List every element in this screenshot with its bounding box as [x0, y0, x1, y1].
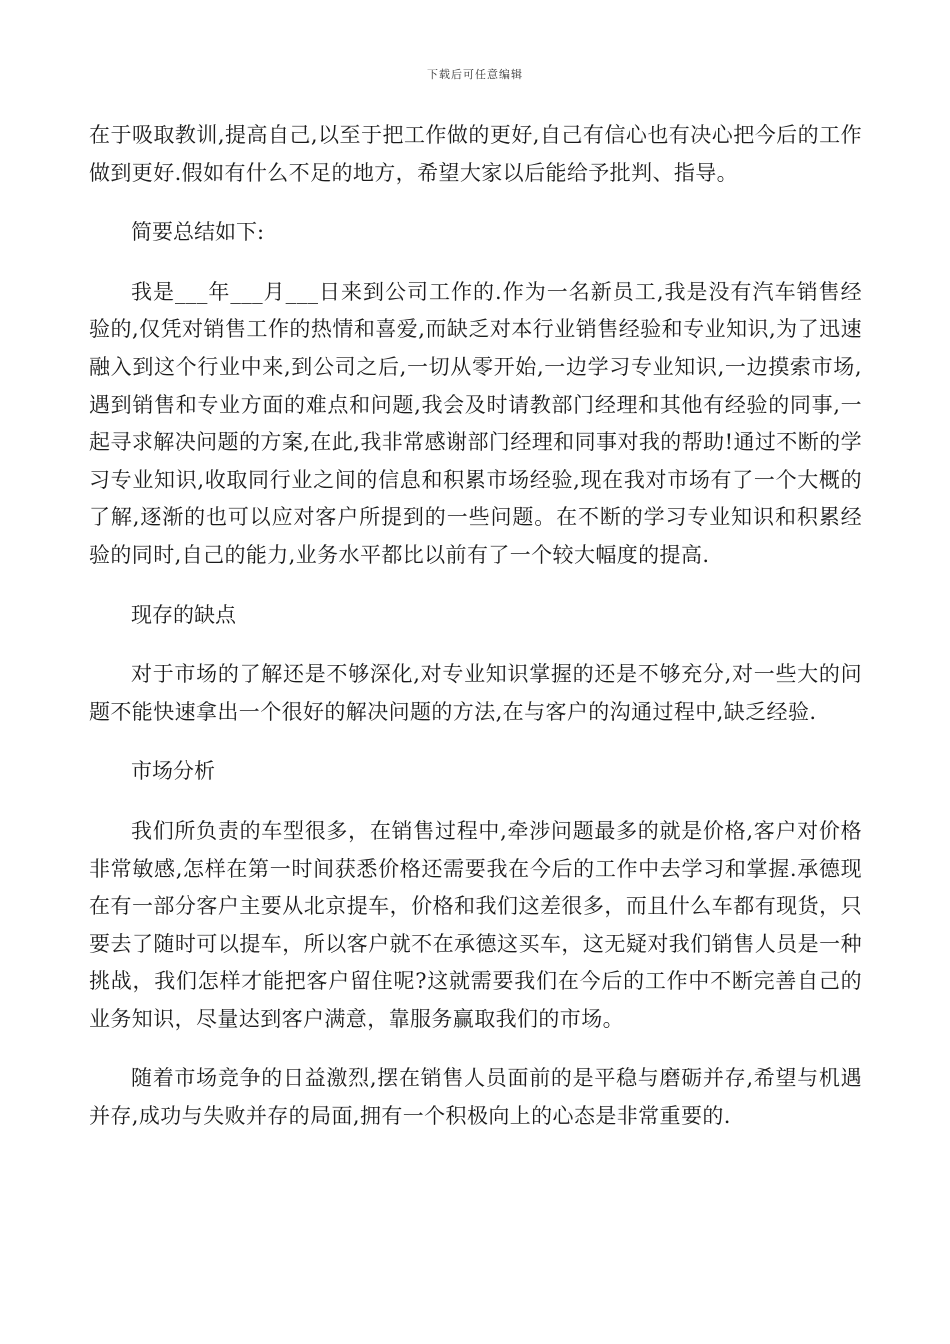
paragraph-intro: 在于吸取教训,提高自己,以至于把工作做的更好,自己有信心也有决心把今后的工作做到更好.假如有什么不足的地方，希望大家以后能给予批判、指导。 — [89, 123, 862, 185]
page-header: 下载后可任意编辑 — [427, 68, 523, 81]
paragraph-market-analysis: 我们所负责的车型很多，在销售过程中,牵涉问题最多的就是价格,客户对价格非常敏感,怎样在第一时间获悉价格还需要我在今后的工作中去学习和掌握.承德现在有一部分客户主要从北京提车，价格和我们这差很多，而且什么车都有现货，只要去了随时可以提车，所以客户就不在承德这买车，这无疑对我们销售人员是一种挑战，我们怎样才能把客户留住呢?这就需要我们在今后的工作中不断完善自己的业务知识，尽量达到客户满意，靠服务赢取我们的市场。 — [89, 818, 862, 1031]
paragraph-shortcomings: 对于市场的了解还是不够深化,对专业知识掌握的还是不够充分,对一些大的问题不能快速拿出一个很好的解决问题的方法,在与客户的沟通过程中,缺乏经验. — [89, 662, 862, 724]
paragraph-competition: 随着市场竞争的日益激烈,摆在销售人员面前的是平稳与磨砺并存,希望与机遇并存,成功与失败并存的局面,拥有一个积极向上的心态是非常重要的. — [89, 1066, 862, 1129]
document-body — [89, 117, 862, 1158]
paragraph-summary: 我是___年___月___日来到公司工作的.作为一名新员工,我是没有汽车销售经验的,仅凭对销售工作的热情和喜爱,而缺乏对本行业销售经验和专业知识,为了迅速融入到这个行业中来,到公司之后,一切从零开始,一边学习专业知识,一边摸索市场,遇到销售和专业方面的难点和问题,我会及时请教部门经理和其他有经验的同事,一起寻求解决问题的方案,在此,我非常感谢部门经理和同事对我的帮助!通过不断的学习专业知识,收取同行业之间的信息和积累市场经验,现在我对市场有了一个大概的了解,逐渐的也可以应对客户所提到的一些问题。在不断的学习专业知识和积累经验的同时,自己的能力,业务水平都比以前有了一个较大幅度的提高. — [89, 279, 862, 567]
heading-summary: 简要总结如下: — [131, 220, 265, 245]
heading-shortcomings: 现存的缺点 — [131, 602, 236, 627]
heading-market-analysis: 市场分析 — [131, 759, 215, 784]
